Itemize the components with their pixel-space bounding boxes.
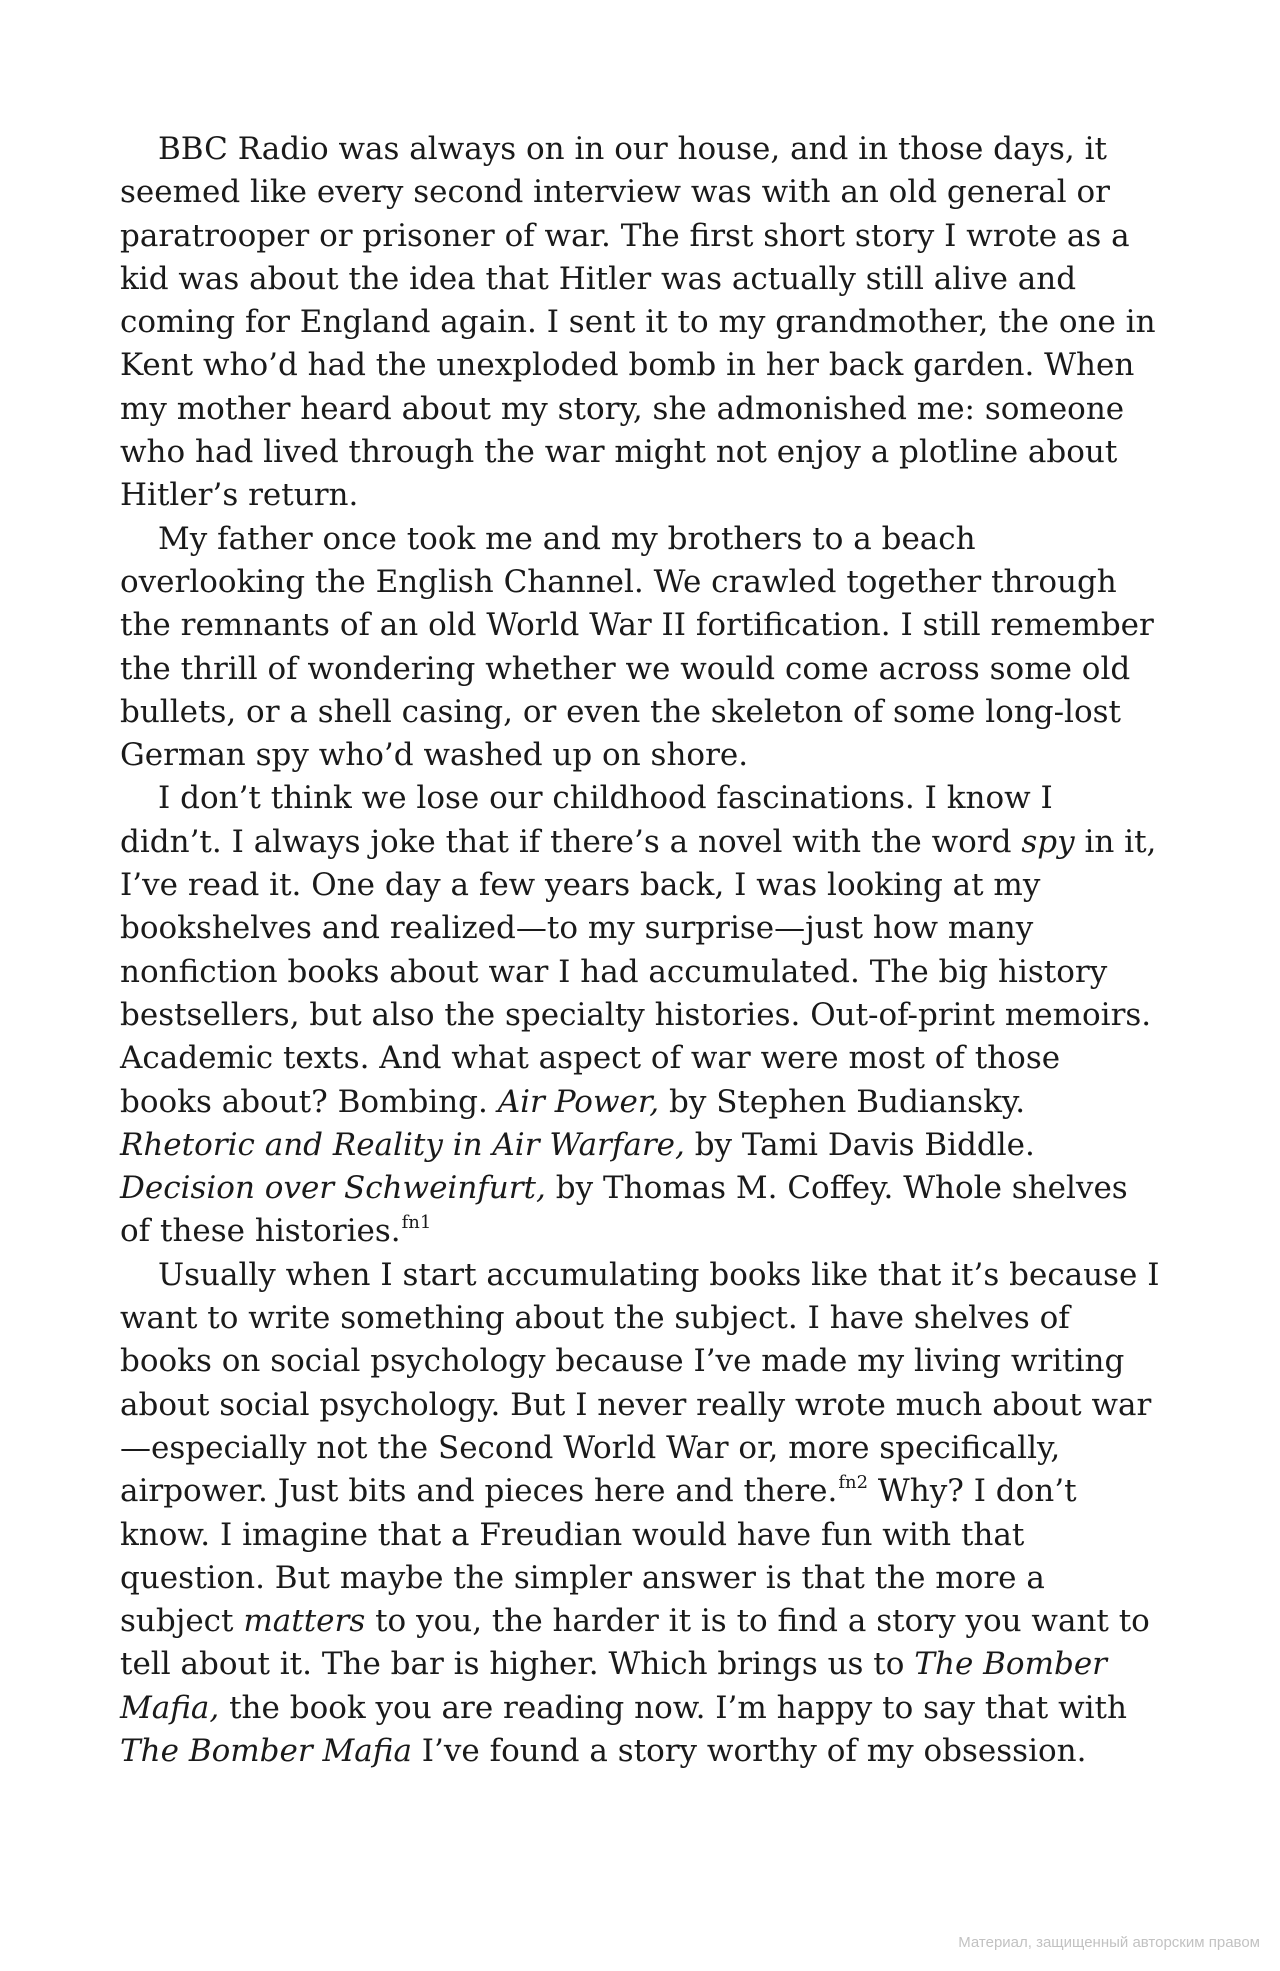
text-run: BBC Radio was always on in our house, and in those days, it seemed like every second interview was with an old general or paratrooper or prisoner of war. The first short story I wrote as a kid was about the idea that Hitler was actually still alive and coming for England again. I sent it to my grandmother, the one in Kent who’d had the unexploded bomb in her back garden. When my mother heard about my story, she admonished me: someone who had lived through the war might not enjoy a plotline about Hitler’s return. bbox=[120, 131, 1156, 514]
italic-title: Rhetoric and Reality in Air Warfare, bbox=[120, 1126, 685, 1163]
text-run: to you, the harder it is to find a story you want to tell about it. The bar is higher. Which brings us to bbox=[120, 1603, 1150, 1683]
italic-title: Decision over Schweinfurt, bbox=[120, 1170, 546, 1207]
copyright-watermark: Материал, защищенный авторским правом bbox=[958, 1934, 1260, 1951]
text-run: I’ve found a story worthy of my obsession. bbox=[411, 1732, 1087, 1769]
paragraph-bookshelf bbox=[120, 777, 1160, 1253]
text-run: Why? I don’t know. I imagine that a Freudian would have fun with that question. But maybe the simpler answer is that the more a subject bbox=[120, 1473, 1077, 1640]
text-run: by Tami Davis Biddle. bbox=[684, 1126, 1035, 1163]
text-run: I don’t think we lose our childhood fascinations. I know I didn’t. I always joke that if there’s a novel with the word bbox=[120, 780, 1053, 860]
text-run: My father once took me and my brothers to a beach overlooking the English Channel. We crawled together through the remnants of an old World War II fortification. I still remember the thrill of wondering whether we would come across some old bullets, or a shell casing, or even the skeleton of some long-lost German spy who’d washed up on shore. bbox=[120, 520, 1154, 774]
text-run: in it, I’ve read it. One day a few years back, I was looking at my bookshelves and realized—to my surprise—just how many nonfiction books about war I had accumulated. The big history bestsellers, but also the specialty histories. Out-of-print memoirs. Academic texts. And what aspect of war were most of those books about? Bombing. bbox=[120, 823, 1157, 1120]
italic-title: matters bbox=[243, 1603, 366, 1640]
paragraph-bomber-mafia bbox=[120, 1254, 1160, 1774]
footnote-marker: fn1 bbox=[401, 1212, 432, 1234]
page-body bbox=[120, 128, 1160, 1773]
text-run: Usually when I start accumulating books like that it’s because I want to write something about the subject. I have shelves of books on social psychology because I’ve made my living writing about social psychology. But I never really wrote much about war —especially not the Second World War or, more specifically, airpower. Just bits and pieces here and there. bbox=[120, 1256, 1160, 1510]
text-run: by Stephen Budiansky. bbox=[659, 1083, 1026, 1120]
italic-title: The Bomber Mafia, bbox=[120, 1646, 1107, 1726]
italic-title: spy bbox=[1021, 823, 1075, 860]
footnote-marker: fn2 bbox=[838, 1472, 869, 1494]
paragraph-beach-memory bbox=[120, 518, 1160, 778]
text-run: by Thomas M. Coffey. Whole shelves of these histories. bbox=[120, 1170, 1128, 1250]
paragraph-radio-memory bbox=[120, 128, 1160, 518]
italic-title: Air Power, bbox=[497, 1083, 660, 1120]
text-run: the book you are reading now. I’m happy to say that with bbox=[219, 1689, 1127, 1726]
italic-title: The Bomber Mafia bbox=[120, 1732, 412, 1769]
